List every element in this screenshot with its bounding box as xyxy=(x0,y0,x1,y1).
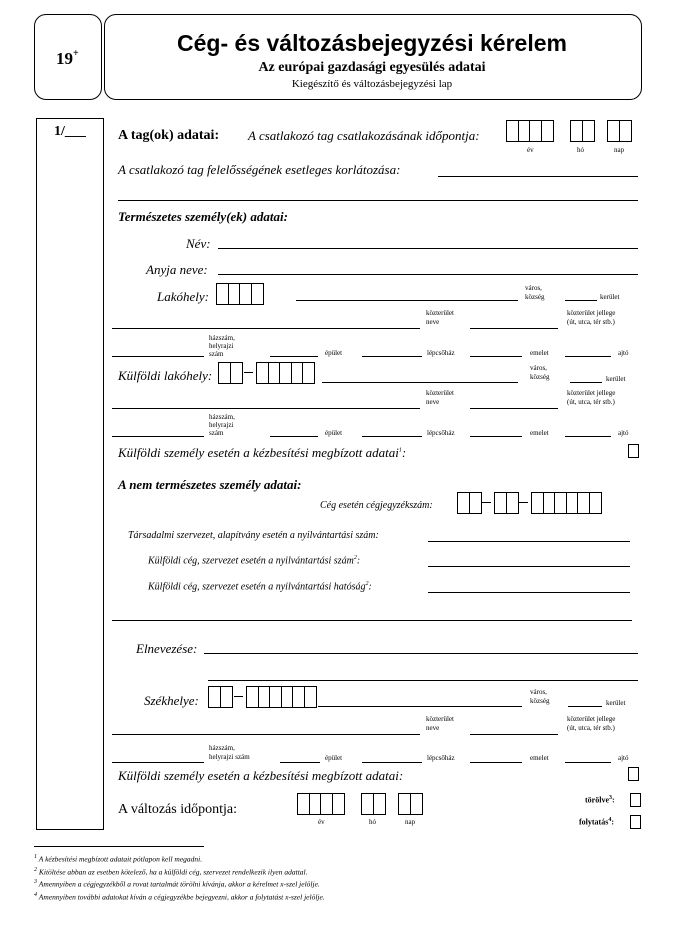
continue-label: folytatás$^4$: xyxy=(579,817,614,827)
door-label-3: ajtó xyxy=(618,754,629,762)
change-month-input[interactable] xyxy=(361,793,386,815)
footnote-1: $^1$ A kézbesítési megbízott adatait pótlapon kell megadni. xyxy=(34,854,203,864)
year-label-2: év xyxy=(318,818,325,826)
reg-no-court-input[interactable] xyxy=(457,492,482,514)
foreign-stairs-field[interactable] xyxy=(362,436,422,437)
dash-3 xyxy=(519,502,528,503)
stairs-label: lépcsőház xyxy=(427,349,455,357)
foreign-reg-label: Külföldi cég, szervezet esetén a nyilvántartási szám$^2$: xyxy=(148,555,361,567)
side-column xyxy=(36,118,104,830)
foreign-reg-field[interactable] xyxy=(428,566,630,567)
reg-no-serial-input[interactable] xyxy=(531,492,602,514)
legal-agent-checkbox[interactable] xyxy=(628,767,639,781)
street-name-label-3: közterület neve xyxy=(426,715,454,732)
door-label: ajtó xyxy=(618,349,629,357)
legal-name-label: Elnevezése: xyxy=(136,641,198,656)
name-field[interactable] xyxy=(218,248,638,249)
residence-building-field[interactable] xyxy=(270,356,318,357)
foreign-street-type-field[interactable] xyxy=(470,408,558,409)
seat-city-field[interactable] xyxy=(318,706,522,707)
liability-label: A csatlakozó tag felelősségének esetleges korlátozása: xyxy=(118,162,401,177)
side-label: 1/___ xyxy=(54,124,86,139)
legal-agent-label: Külföldi személy esetén a kézbesítési megbízott adatai: xyxy=(118,768,404,783)
residence-hn-field[interactable] xyxy=(112,356,204,357)
seat-zip-input[interactable] xyxy=(246,686,317,708)
street-type-label-2: közterület jellege (út, utca, tér stb.) xyxy=(567,389,616,406)
members-heading: A tag(ok) adatai: xyxy=(118,128,220,143)
residence-zip-input[interactable] xyxy=(216,283,264,305)
seat-country-input[interactable] xyxy=(208,686,233,708)
stairs-label-3: lépcsőház xyxy=(427,754,455,762)
floor-label-2: emelet xyxy=(530,429,549,437)
foreign-floor-field[interactable] xyxy=(470,436,522,437)
legal-name-field-2[interactable] xyxy=(208,680,638,681)
street-type-label-3: közterület jellege (út, utca, tér stb.) xyxy=(567,715,616,732)
residence-label: Lakóhely: xyxy=(157,289,209,304)
reg-no-label: Cég esetén cégjegyzékszám: xyxy=(320,500,433,511)
mother-field[interactable] xyxy=(218,274,638,275)
seat-hn-field[interactable] xyxy=(112,762,204,763)
district-label: kerület xyxy=(600,293,620,301)
door-label-2: ajtó xyxy=(618,429,629,437)
footnote-4: $^4$ Amennyiben további adatokat kíván a cégjegyzékbe bejegyezni, akkor a folytatást x-szel jelölje. xyxy=(34,891,325,901)
building-label-3: épület xyxy=(325,754,343,762)
residence-district-field[interactable] xyxy=(565,300,597,301)
natural-agent-label: Külföldi személy esetén a kézbesítési megbízott adatai$^1$: xyxy=(118,445,407,460)
join-date-label: A csatlakozó tag csatlakozásának időpontja: xyxy=(248,128,480,143)
seat-label: Székhelye: xyxy=(144,693,199,708)
seat-district-field[interactable] xyxy=(568,706,602,707)
dash-2 xyxy=(482,502,491,503)
join-year-input[interactable] xyxy=(506,120,554,142)
footnotes xyxy=(34,852,325,902)
foreign-zip-input[interactable] xyxy=(256,362,315,384)
foreign-residence-label: Külföldi lakóhely: xyxy=(118,368,213,383)
page-subtitle: Az európai gazdasági egyesülés adatai xyxy=(258,60,486,75)
hn-label: házszám, helyrajzi szám xyxy=(209,334,235,358)
ngo-field[interactable] xyxy=(428,541,630,542)
hn-label-3: házszám, helyrajzi szám xyxy=(209,744,250,761)
foreign-building-field[interactable] xyxy=(270,436,318,437)
residence-street-field[interactable] xyxy=(112,328,420,329)
footnote-2: $^2$ Kitöltése abban az esetben kötelező, ha a külföldi cég, szervezet rendelkezik ilyen adattal. xyxy=(34,866,308,876)
seat-building-field[interactable] xyxy=(280,762,320,763)
month-label-2: hó xyxy=(369,818,376,826)
residence-street-type-field[interactable] xyxy=(470,328,558,329)
foreign-auth-field[interactable] xyxy=(428,592,630,593)
page-title: Cég- és változásbejegyzési kérelem xyxy=(177,30,567,56)
page-subsubtitle: Kiegészítő és változásbejegyzési lap xyxy=(291,78,453,90)
foreign-auth-field-2[interactable] xyxy=(112,620,632,621)
join-month-input[interactable] xyxy=(570,120,595,142)
residence-stairs-field[interactable] xyxy=(362,356,422,357)
seat-stairs-field[interactable] xyxy=(362,762,422,763)
deleted-checkbox[interactable] xyxy=(630,793,641,807)
legal-name-field[interactable] xyxy=(204,653,638,654)
hn-label-2: házszám, helyrajzi szám xyxy=(209,413,235,437)
foreign-auth-label: Külföldi cég, szervezet esetén a nyilvántartási hatóság$^2$: xyxy=(148,581,372,593)
day-label: nap xyxy=(614,146,625,154)
city-label: város, xyxy=(525,284,542,292)
join-day-input[interactable] xyxy=(607,120,632,142)
foreign-door-field[interactable] xyxy=(565,436,611,437)
village-label: község xyxy=(525,293,545,301)
change-day-input[interactable] xyxy=(398,793,423,815)
reg-no-form-input[interactable] xyxy=(494,492,519,514)
natural-agent-checkbox[interactable] xyxy=(628,444,639,458)
street-type-label: közterület jellege (út, utca, tér stb.) xyxy=(567,309,616,326)
mother-label: Anyja neve: xyxy=(146,262,208,277)
village-label-2: község xyxy=(530,373,550,381)
district-label-2: kerület xyxy=(606,375,626,383)
footnote-divider xyxy=(34,846,204,847)
change-date-label: A változás időpontja: xyxy=(118,802,237,817)
foreign-country-input[interactable] xyxy=(218,362,243,384)
deleted-label: törölve$^3$: xyxy=(585,795,615,805)
foreign-district-field[interactable] xyxy=(570,382,602,383)
dash xyxy=(244,372,253,373)
building-label-2: épület xyxy=(325,429,343,437)
page-number: 19+ xyxy=(56,48,79,68)
district-label-3: kerület xyxy=(606,699,626,707)
year-label: év xyxy=(527,146,534,154)
seat-street-type-field[interactable] xyxy=(470,734,558,735)
city-label-2: város, xyxy=(530,364,547,372)
seat-street-field[interactable] xyxy=(112,734,420,735)
building-label: épület xyxy=(325,349,343,357)
village-label-3: község xyxy=(530,697,550,705)
continue-checkbox[interactable] xyxy=(630,815,641,829)
natural-heading: Természetes személy(ek) adatai: xyxy=(118,209,288,224)
stairs-label-2: lépcsőház xyxy=(427,429,455,437)
floor-label-3: emelet xyxy=(530,754,549,762)
ngo-label: Társadalmi szervezet, alapítvány esetén a nyilvántartási szám: xyxy=(128,530,379,541)
street-name-label-2: közterület neve xyxy=(426,389,454,406)
liability-field[interactable] xyxy=(438,176,638,177)
seat-floor-field[interactable] xyxy=(470,762,522,763)
foreign-city-field[interactable] xyxy=(322,382,518,383)
residence-city-field[interactable] xyxy=(296,300,518,301)
day-label-2: nap xyxy=(405,818,416,826)
footnote-3: $^3$ Amennyiben a cégjegyzékből a rovat tartalmát törölni kívánja, akkor a kérelmet x-szel jelölje. xyxy=(34,879,320,889)
name-label: Név: xyxy=(186,236,211,251)
city-label-3: város, xyxy=(530,688,547,696)
dash-4 xyxy=(234,696,243,697)
change-year-input[interactable] xyxy=(297,793,345,815)
foreign-street-field[interactable] xyxy=(112,408,420,409)
legal-heading: A nem természetes személy adatai: xyxy=(118,477,302,492)
residence-floor-field[interactable] xyxy=(470,356,522,357)
liability-field-2[interactable] xyxy=(118,200,638,201)
seat-door-field[interactable] xyxy=(565,762,611,763)
month-label: hó xyxy=(577,146,584,154)
foreign-hn-field[interactable] xyxy=(112,436,204,437)
street-name-label: közterület neve xyxy=(426,309,454,326)
floor-label: emelet xyxy=(530,349,549,357)
residence-door-field[interactable] xyxy=(565,356,611,357)
